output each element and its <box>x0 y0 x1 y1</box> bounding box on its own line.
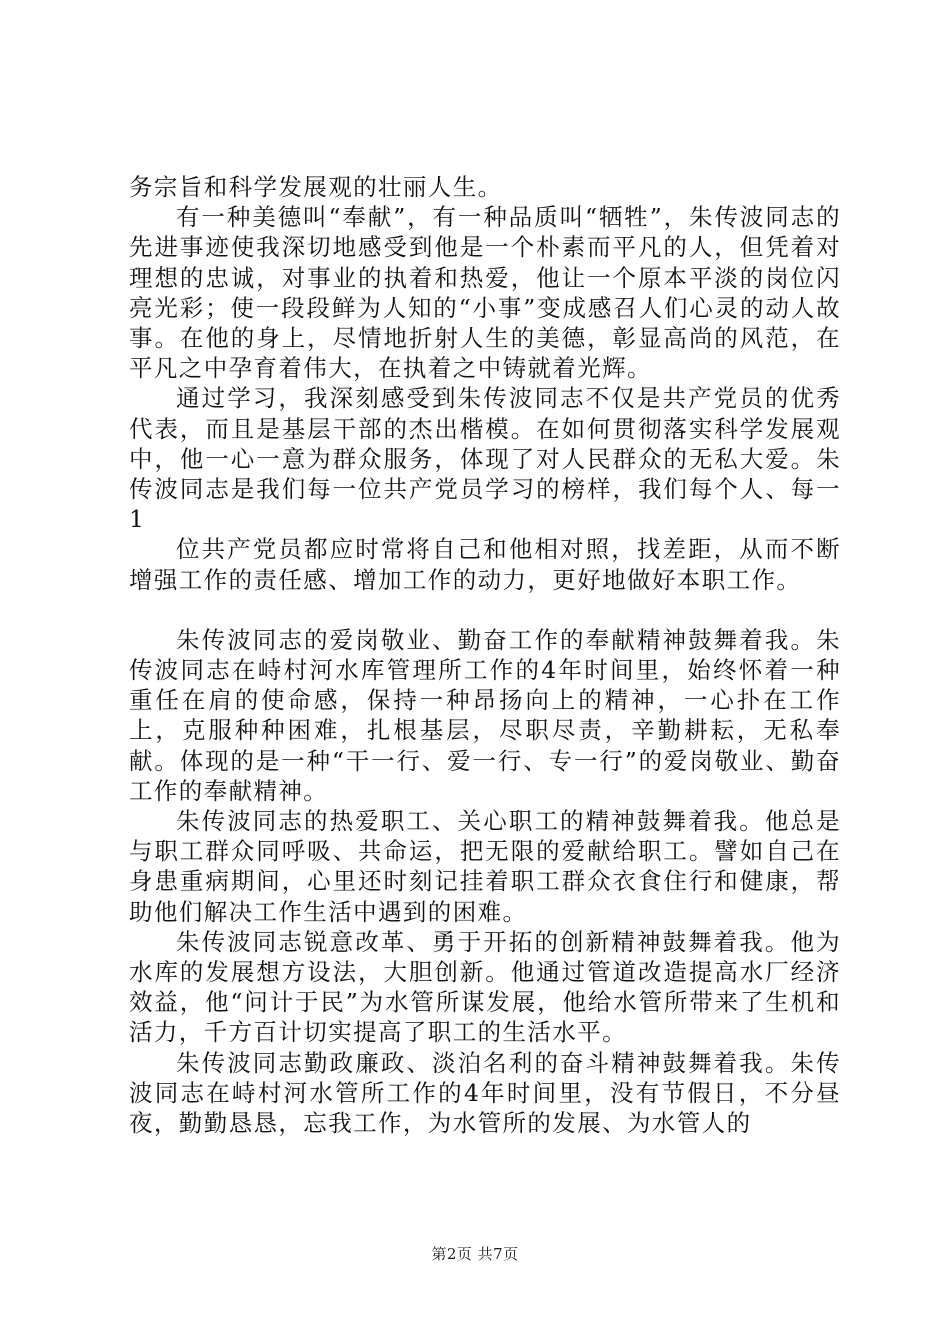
paragraph-study: 通过学习，我深刻感受到朱传波同志不仅是共产党员的优秀代表，而且是基层干部的杰出楷模。在如何贯彻落实科学发展观中，他一心一意为群众服务，体现了对人民群众的无私大爱。朱传波同志是我们每一位共产党员学习的榜样，我们每个人、每一1 <box>129 384 841 534</box>
page-footer: 第2页 共7页 <box>431 1245 519 1263</box>
paragraph-continuation: 务宗旨和科学发展观的壮丽人生。 <box>129 173 503 201</box>
paragraph-dedication: 有一种美德叫“奉献”，有一种品质叫“牺牲”，朱传波同志的先进事迹使我深切地感受到他是一个朴素而平凡的人，但凭着对理想的忠诚，对事业的执着和热爱，他让一个原本平淡的岗位闪亮光彩；使一段段鲜为人知的“小事”变成感召人们心灵的动人故事。在他的身上，尽情地折射人生的美德，彰显高尚的风范，在平凡之中孕育着伟大，在执着之中铸就着光辉。 <box>129 203 841 383</box>
paragraph-gap <box>129 595 841 625</box>
document-body <box>129 172 841 1138</box>
paragraph-compare: 位共产党员都应时常将自己和他相对照，找差距，从而不断增强工作的责任感、增加工作的动力，更好地做好本职工作。 <box>129 535 841 594</box>
paragraph-diligence: 朱传波同志勤政廉政、淡泊名利的奋斗精神鼓舞着我。朱传波同志在峙村河水管所工作的4年时间里，没有节假日，不分昼夜，勤勤恳恳，忘我工作，为水管所的发展、为水管人的 <box>129 1048 841 1138</box>
paragraph-innovation: 朱传波同志锐意改革、勇于开拓的创新精神鼓舞着我。他为水库的发展想方设法，大胆创新。他通过管道改造提高水厂经济效益，他“问计于民”为水管所谋发展，他给水管所带来了生机和活力，千方百计切实提高了职工的生活水平。 <box>129 927 841 1047</box>
paragraph-dedication-spirit: 朱传波同志的爱岗敬业、勤奋工作的奉献精神鼓舞着我。朱传波同志在峙村河水库管理所工作的4年时间里，始终怀着一种重任在肩的使命感，保持一种昂扬向上的精神，一心扑在工作上，克服种种困难，扎根基层，尽职尽责，辛勤耕耘，无私奉献。体现的是一种“干一行、爱一行、专一行”的爱岗敬业、勤奋工作的奉献精神。 <box>129 625 841 805</box>
paragraph-care-workers: 朱传波同志的热爱职工、关心职工的精神鼓舞着我。他总是与职工群众同呼吸、共命运，把无限的爱献给职工。譬如自己在身患重病期间，心里还时刻记挂着职工群众衣食住行和健康，帮助他们解决工作生活中遇到的困难。 <box>129 807 841 926</box>
